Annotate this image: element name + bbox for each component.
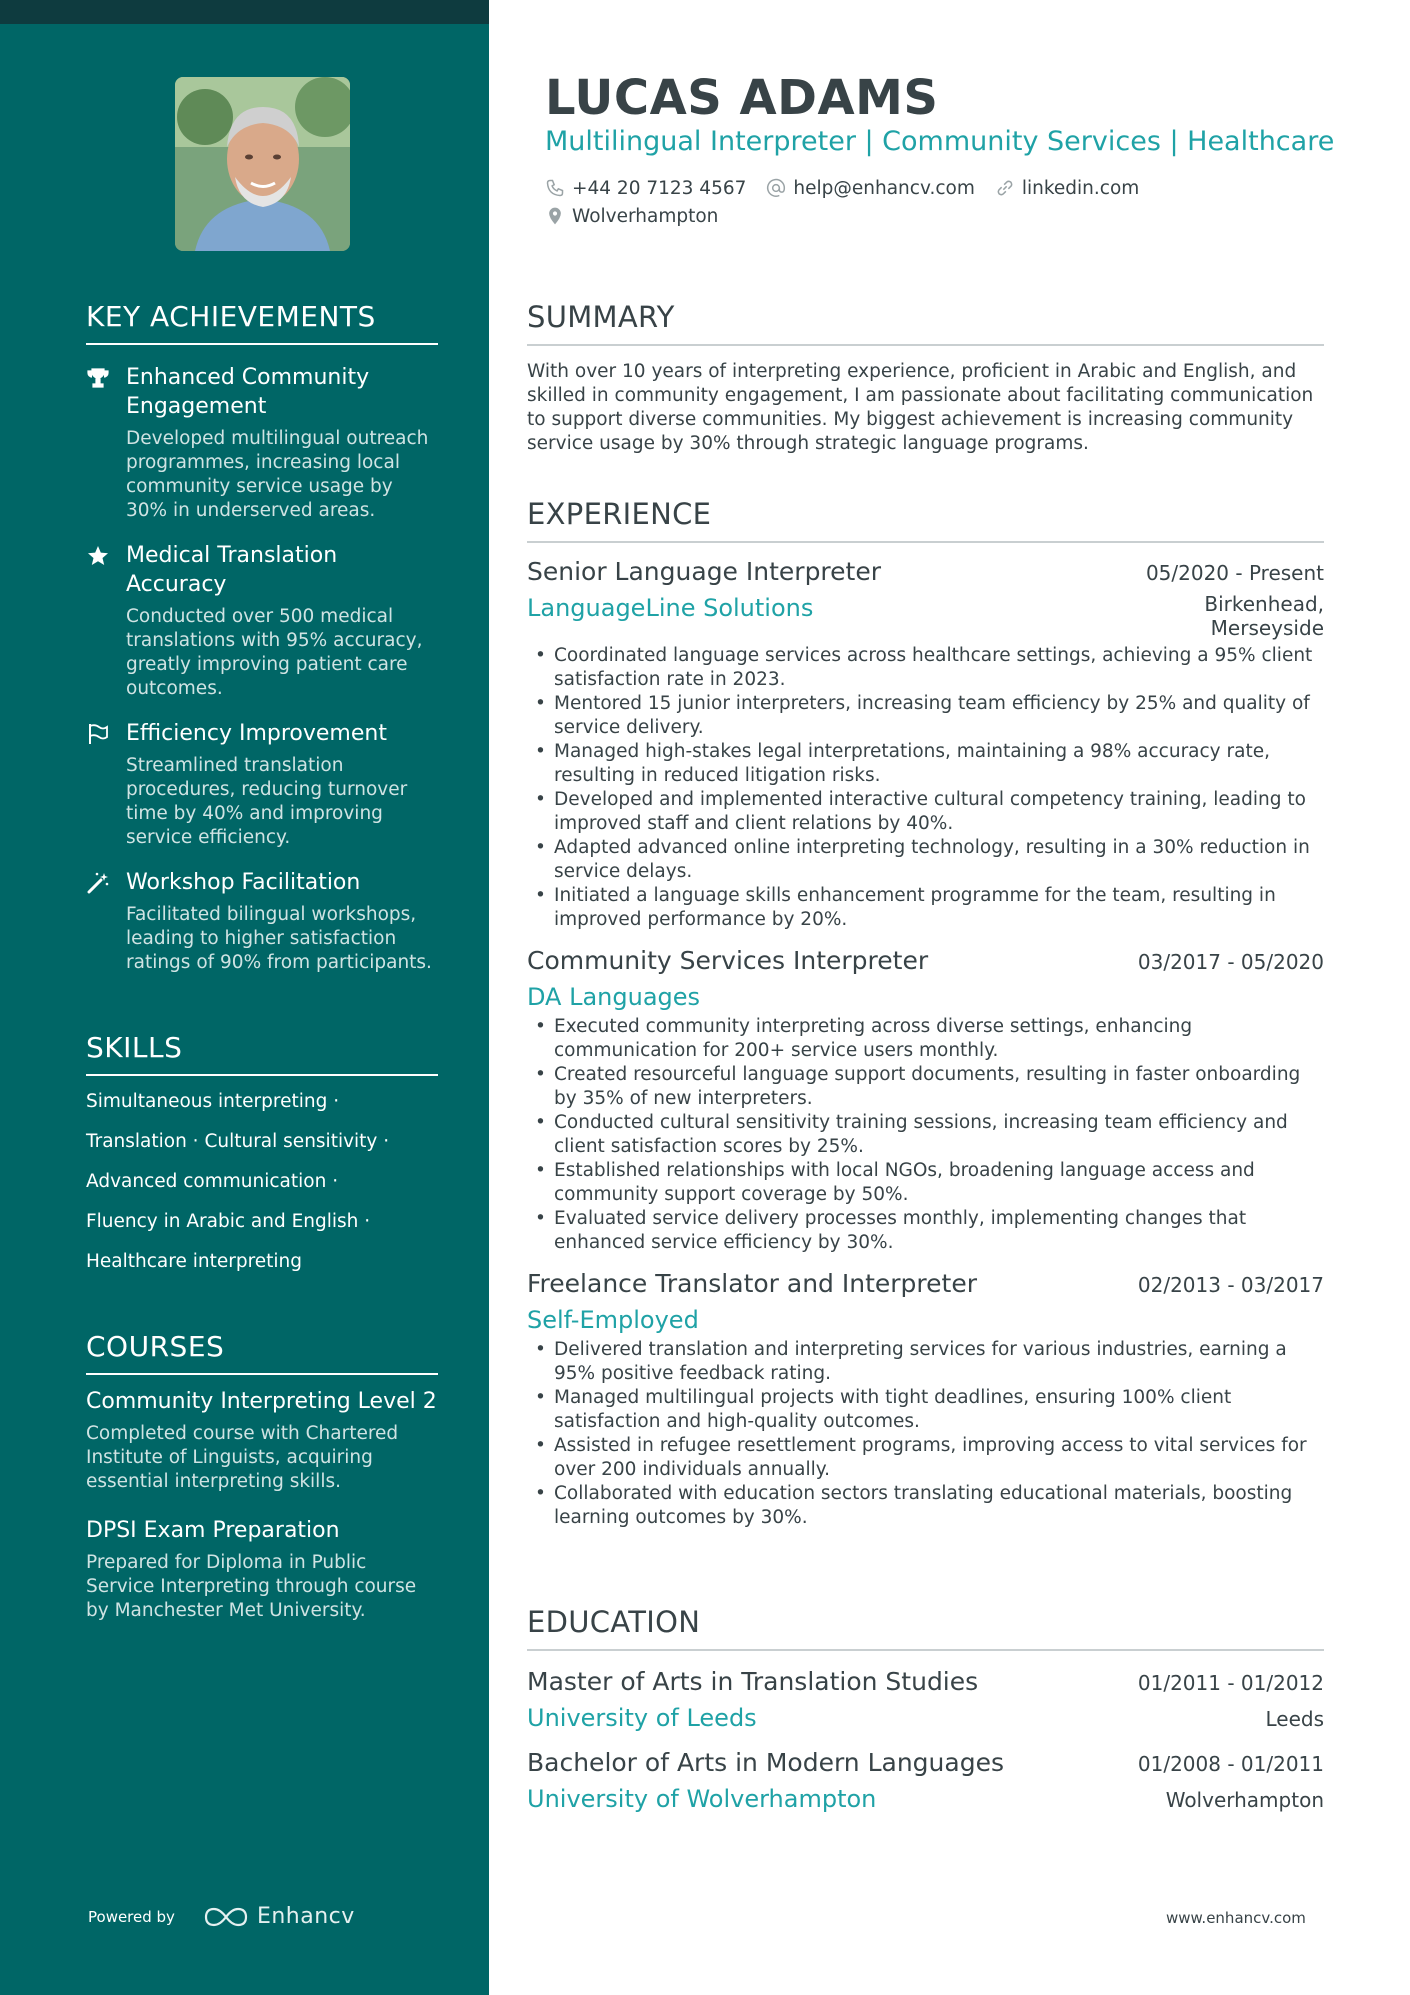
skill-line: Simultaneous interpreting · bbox=[86, 1091, 340, 1112]
trophy-icon bbox=[86, 366, 110, 390]
link-icon bbox=[995, 178, 1015, 198]
job-bullet: • Adapted advanced online interpreting technology, resulting in a 30% reduction in service delays. bbox=[527, 836, 1324, 884]
skill-line: Translation · Cultural sensitivity · bbox=[86, 1131, 390, 1152]
summary-section bbox=[527, 300, 1324, 456]
achievement-title: Enhanced Community Engagement bbox=[126, 365, 370, 419]
website-link[interactable]: www.enhancv.com bbox=[1166, 1909, 1306, 1927]
job-entry bbox=[527, 557, 1324, 932]
achievement-title: Efficiency Improvement bbox=[126, 721, 387, 746]
school: University of Leeds bbox=[527, 1704, 757, 1732]
degree: Bachelor of Arts in Modern Languages bbox=[527, 1748, 1004, 1777]
key-achievements-title: KEY ACHIEVEMENTS bbox=[86, 300, 438, 345]
achievement-item bbox=[86, 868, 438, 975]
course-title: DPSI Exam Preparation bbox=[86, 1518, 340, 1543]
key-achievements-section bbox=[86, 300, 438, 975]
contact-location bbox=[545, 206, 718, 227]
contact-email[interactable] bbox=[766, 178, 974, 199]
achievement-item bbox=[86, 363, 438, 523]
powered-by-label: Powered by bbox=[88, 1907, 175, 1926]
education-entry bbox=[527, 1748, 1324, 1813]
job-bullet: • Established relationships with local NGOs, broadening language access and community support coverage by 50%. bbox=[527, 1159, 1324, 1207]
job-bullet: • Collaborated with education sectors translating educational materials, boosting learning outcomes by 30%. bbox=[527, 1482, 1324, 1530]
job-bullet: • Coordinated language services across healthcare settings, achieving a 95% client satisfaction rate in 2023. bbox=[527, 644, 1324, 692]
magic-wand-icon bbox=[86, 871, 110, 895]
education-title: EDUCATION bbox=[527, 1605, 1324, 1651]
contact-info bbox=[545, 174, 1159, 230]
school-location: Leeds bbox=[1265, 1707, 1324, 1731]
brand-name: Enhancv bbox=[256, 1904, 355, 1929]
education-dates: 01/2008 - 01/2011 bbox=[1137, 1752, 1324, 1776]
flag-icon bbox=[86, 722, 110, 746]
job-dates: 02/2013 - 03/2017 bbox=[1137, 1273, 1324, 1297]
candidate-headline: Multilingual Interpreter | Community Services | Healthcare bbox=[545, 126, 1335, 157]
job-bullet: • Mentored 15 junior interpreters, increasing team efficiency by 25% and quality of service delivery. bbox=[527, 692, 1324, 740]
experience-title: EXPERIENCE bbox=[527, 497, 1324, 543]
achievement-description: Streamlined translation procedures, reducing turnover time by 40% and improving service efficiency. bbox=[126, 755, 408, 848]
location-text: Wolverhampton bbox=[572, 205, 719, 227]
job-bullet: • Assisted in refugee resettlement programs, improving access to vital services for over 200 individuals annually. bbox=[527, 1434, 1324, 1482]
achievement-item bbox=[86, 719, 438, 850]
location-pin-icon bbox=[545, 206, 565, 226]
job-role: Freelance Translator and Interpreter bbox=[527, 1269, 977, 1298]
job-location-line: Merseyside bbox=[1210, 616, 1324, 640]
experience-section bbox=[527, 497, 1324, 1530]
skills-title: SKILLS bbox=[86, 1031, 438, 1076]
job-role: Senior Language Interpreter bbox=[527, 557, 882, 586]
at-icon bbox=[766, 178, 786, 198]
achievement-title: Workshop Facilitation bbox=[126, 870, 361, 895]
job-company: Self-Employed bbox=[527, 1306, 699, 1334]
contact-linkedin[interactable] bbox=[995, 178, 1139, 199]
job-location bbox=[1204, 592, 1324, 640]
job-bullet: • Developed and implemented interactive cultural competency training, leading to improved staff and client relations by 40%. bbox=[527, 788, 1324, 836]
enhancv-logo-icon bbox=[203, 1905, 249, 1929]
achievement-item bbox=[86, 541, 438, 701]
course-description: Prepared for Diploma in Public Service Interpreting through course by Manchester Met University. bbox=[86, 1552, 417, 1621]
job-bullet: • Created resourceful language support documents, resulting in faster onboarding by 35% of new interpreters. bbox=[527, 1063, 1324, 1111]
job-bullet: • Conducted cultural sensitivity training sessions, increasing team efficiency and client satisfaction scores by 25%. bbox=[527, 1111, 1324, 1159]
phone-icon bbox=[545, 178, 565, 198]
courses-title: COURSES bbox=[86, 1330, 438, 1375]
skills-section bbox=[86, 1031, 438, 1274]
achievement-description: Conducted over 500 medical translations with 95% accuracy, greatly improving patient care outcomes. bbox=[126, 606, 423, 699]
contact-phone[interactable] bbox=[545, 178, 746, 199]
job-bullet: • Managed high-stakes legal interpretations, maintaining a 98% accuracy rate, resulting in reduced litigation risks. bbox=[527, 740, 1324, 788]
skill-line: Fluency in Arabic and English · bbox=[86, 1211, 371, 1232]
school-location: Wolverhampton bbox=[1165, 1788, 1324, 1812]
course-title: Community Interpreting Level 2 bbox=[86, 1389, 437, 1414]
achievement-description: Developed multilingual outreach programmes, increasing local community service usage by 30% in underserved areas. bbox=[126, 428, 429, 521]
sidebar bbox=[0, 0, 489, 1995]
job-entry bbox=[527, 1269, 1324, 1530]
job-dates: 05/2020 - Present bbox=[1145, 561, 1324, 585]
degree: Master of Arts in Translation Studies bbox=[527, 1667, 979, 1696]
job-dates: 03/2017 - 05/2020 bbox=[1137, 950, 1324, 974]
job-bullet: • Evaluated service delivery processes monthly, implementing changes that enhanced service efficiency by 30%. bbox=[527, 1207, 1324, 1255]
star-icon bbox=[86, 544, 110, 568]
job-bullets bbox=[527, 1338, 1324, 1530]
achievement-description: Facilitated bilingual workshops, leading to higher satisfaction ratings of 90% from participants. bbox=[126, 904, 432, 973]
job-bullet: • Delivered translation and interpreting services for various industries, earning a 95% positive feedback rating. bbox=[527, 1338, 1324, 1386]
education-section bbox=[527, 1605, 1324, 1813]
school: University of Wolverhampton bbox=[527, 1785, 877, 1813]
job-company: LanguageLine Solutions bbox=[527, 594, 814, 622]
job-bullet: • Executed community interpreting across diverse settings, enhancing communication for 200+ service users monthly. bbox=[527, 1015, 1324, 1063]
skill-line: Advanced communication · bbox=[86, 1171, 339, 1192]
job-bullet: • Initiated a language skills enhancement programme for the team, resulting in improved performance by 20%. bbox=[527, 884, 1324, 932]
summary-text: With over 10 years of interpreting experience, proficient in Arabic and English, and skilled in community engagement, I am passionate about facilitating communication to support diverse communities. My biggest achievement is increasing community service usage by 30% through strategic language programs. bbox=[527, 361, 1314, 454]
job-entry bbox=[527, 946, 1324, 1255]
courses-section bbox=[86, 1330, 438, 1623]
profile-photo bbox=[175, 77, 350, 251]
job-company: DA Languages bbox=[527, 983, 701, 1011]
achievement-title: Medical Translation Accuracy bbox=[126, 543, 338, 597]
education-entry bbox=[527, 1667, 1324, 1732]
email-address: help@enhancv.com bbox=[793, 177, 975, 199]
job-bullet: • Managed multilingual projects with tight deadlines, ensuring 100% client satisfaction and high-quality outcomes. bbox=[527, 1386, 1324, 1434]
summary-title: SUMMARY bbox=[527, 300, 1324, 346]
linkedin-link: linkedin.com bbox=[1021, 177, 1140, 199]
phone-number: +44 20 7123 4567 bbox=[572, 177, 747, 199]
job-role: Community Services Interpreter bbox=[527, 946, 929, 975]
candidate-name: LUCAS ADAMS bbox=[545, 70, 939, 126]
powered-by bbox=[88, 1904, 355, 1929]
job-location-line: Birkenhead, bbox=[1204, 592, 1324, 616]
course-description: Completed course with Chartered Institute of Linguists, acquiring essential interpreting skills. bbox=[86, 1423, 399, 1492]
job-bullets bbox=[527, 644, 1324, 932]
sidebar-top-bar bbox=[0, 0, 489, 24]
job-bullets bbox=[527, 1015, 1324, 1255]
enhancv-logo[interactable] bbox=[203, 1904, 355, 1929]
skill-line: Healthcare interpreting bbox=[86, 1251, 303, 1272]
education-dates: 01/2011 - 01/2012 bbox=[1137, 1671, 1324, 1695]
